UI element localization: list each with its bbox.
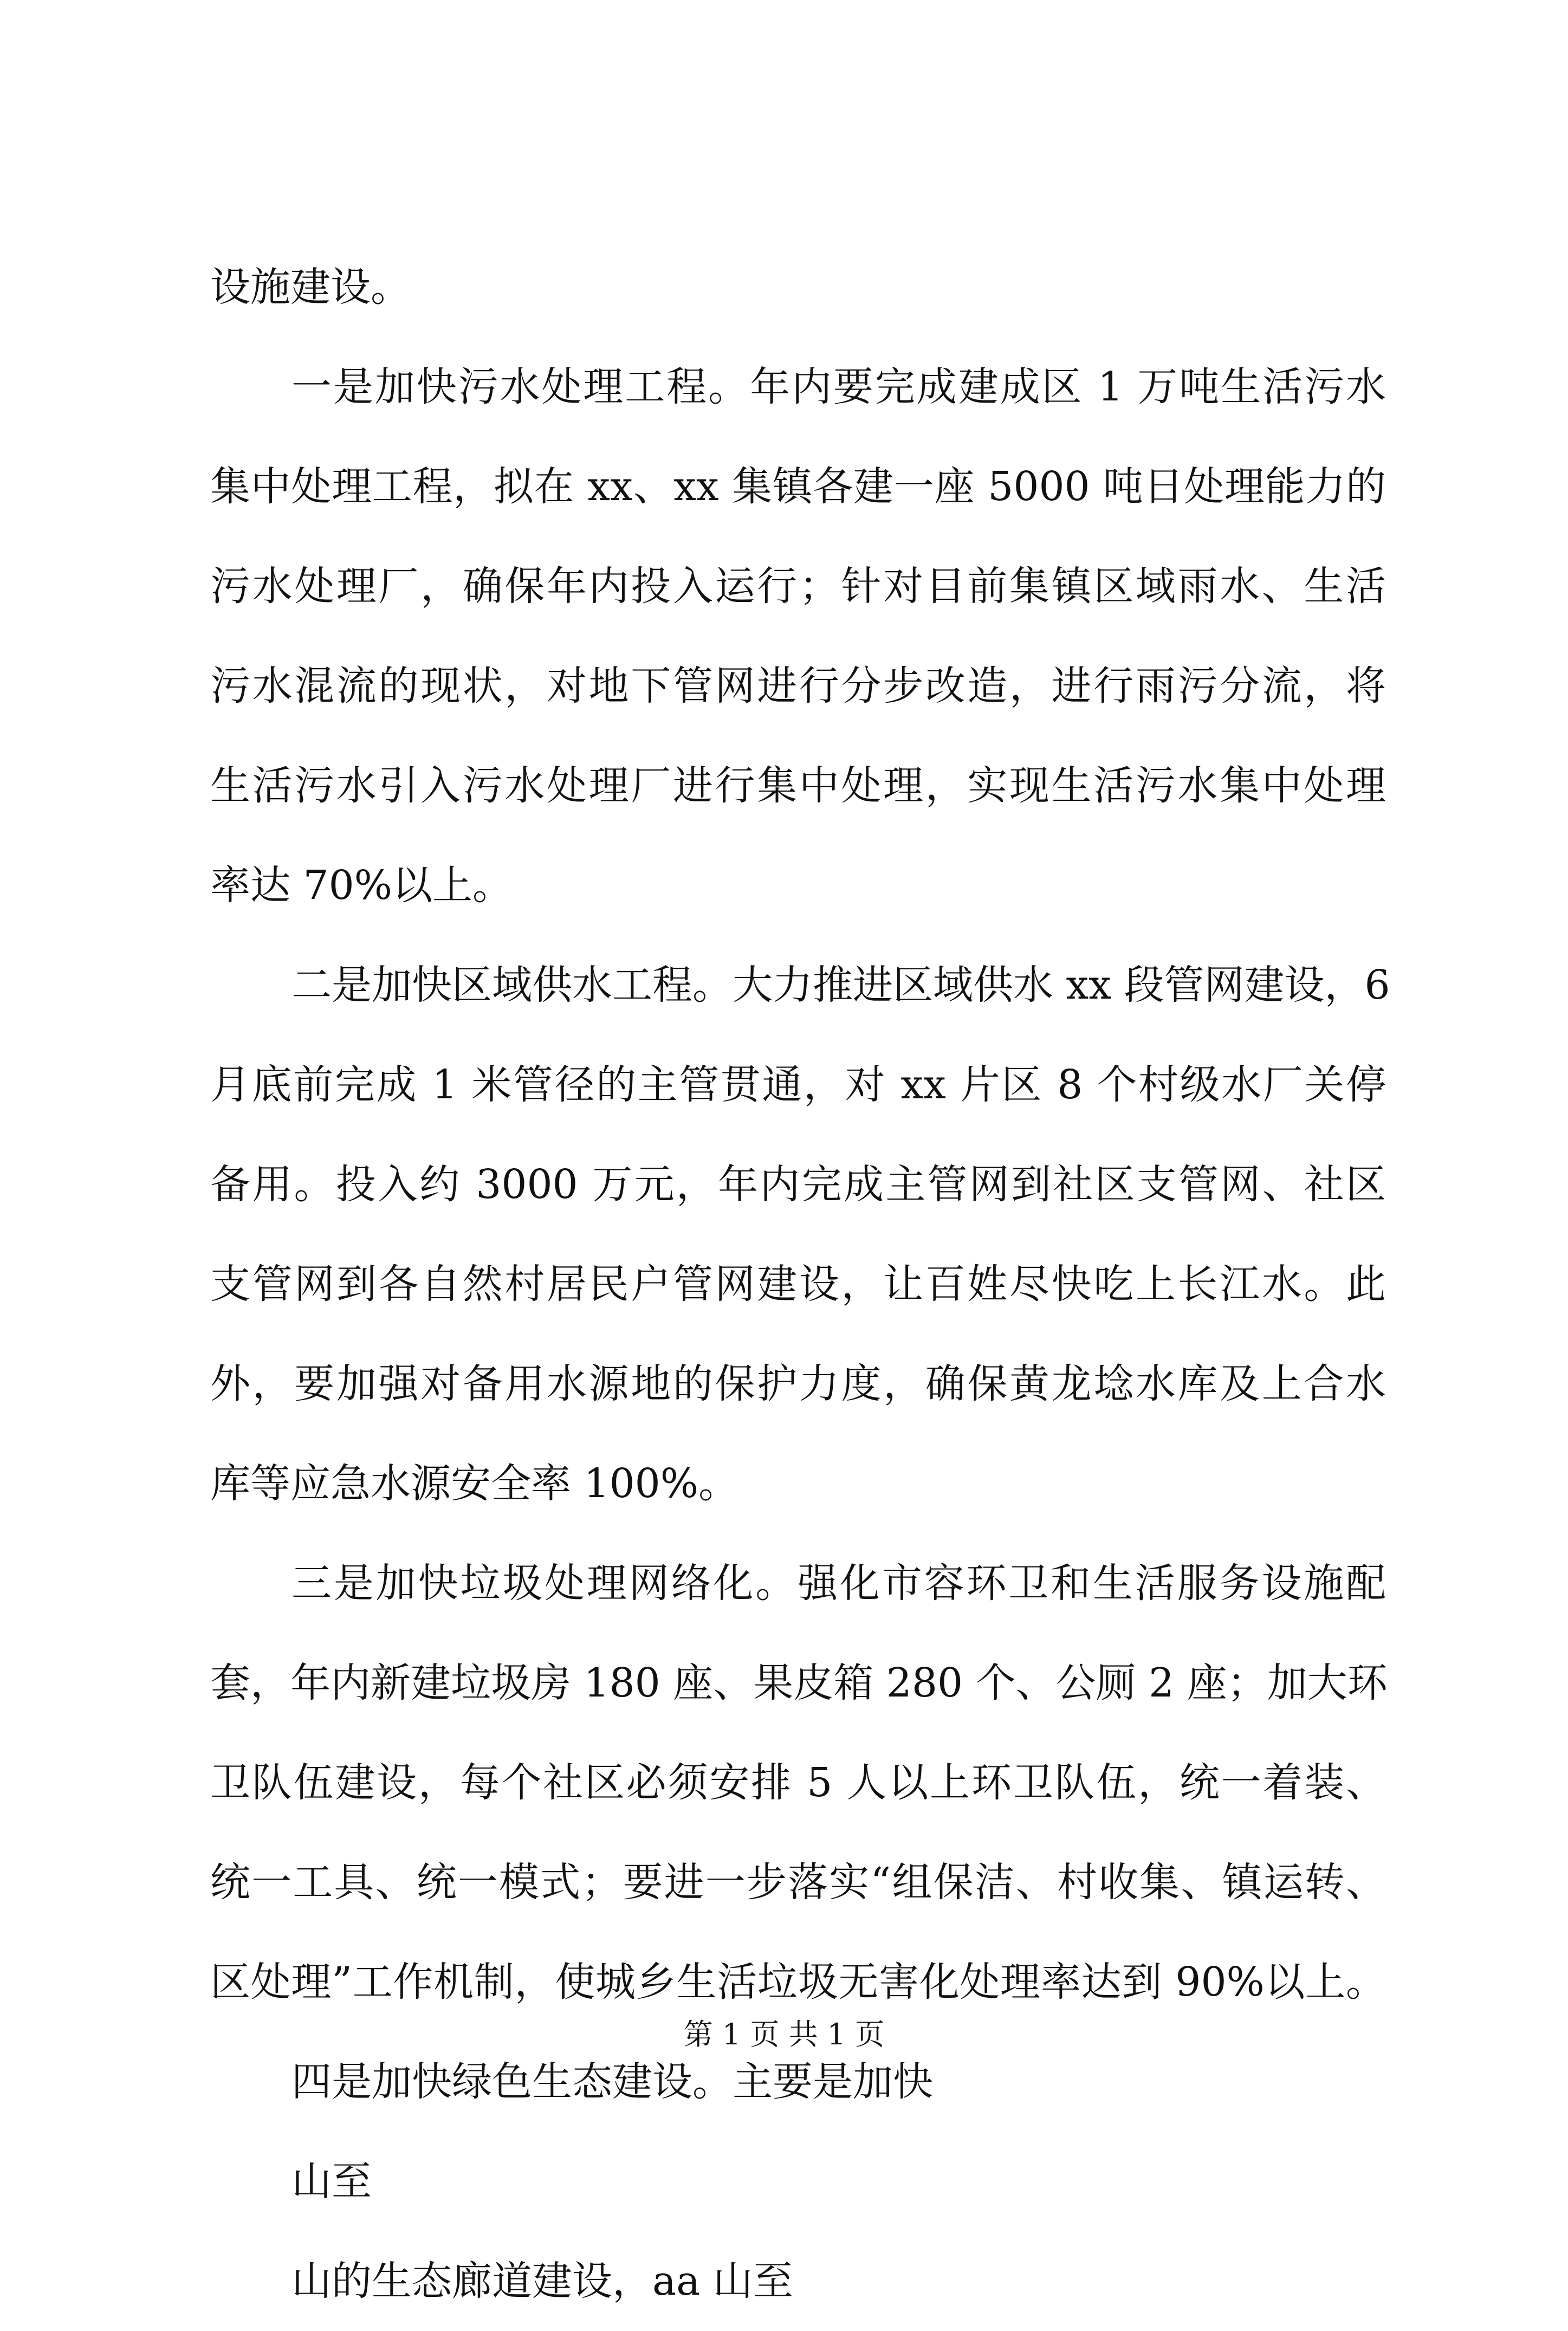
text-line-11: 支管网到各自然村居民户管网建设，让百姓尽快吃上长江水。此 xyxy=(210,1261,1386,1307)
text-line-20: 山至 xyxy=(291,2158,372,2205)
text-line-9: 月底前完成 1 米管径的主管贯通，对 xx 片区 8 个村级水厂关停 xyxy=(210,1061,1386,1108)
page-number-label: 第 1 页 共 1 页 xyxy=(683,2017,885,2051)
text-line-14: 三是加快垃圾处理网络化。强化市容环卫和生活服务设施配 xyxy=(291,1560,1386,1607)
text-line-19: 四是加快绿色生态建设。主要是加快 xyxy=(291,2058,933,2105)
page-footer xyxy=(0,2013,1568,2056)
text-line-12: 外，要加强对备用水源地的保护力度，确保黄龙埝水库及上合水 xyxy=(210,1361,1386,1407)
text-line-17: 统一工具、统一模式；要进一步落实“组保洁、村收集、镇运转、 xyxy=(210,1859,1386,1906)
text-line-16: 卫队伍建设，每个社区必须安排 5 人以上环卫队伍，统一着装、 xyxy=(210,1759,1386,1806)
text-line-4: 污水处理厂，确保年内投入运行；针对目前集镇区域雨水、生活 xyxy=(210,563,1386,610)
text-line-18: 区处理”工作机制，使城乡生活垃圾无害化处理率达到 90%以上。 xyxy=(210,1959,1386,2005)
text-line-1: 设施建设。 xyxy=(210,264,411,310)
text-line-7: 率达 70%以上。 xyxy=(210,862,513,909)
text-line-13: 库等应急水源安全率 100%。 xyxy=(210,1460,739,1507)
text-line-5: 污水混流的现状，对地下管网进行分步改造，进行雨污分流，将 xyxy=(210,663,1386,709)
text-line-2: 一是加快污水处理工程。年内要完成建成区 1 万吨生活污水 xyxy=(291,364,1386,410)
text-line-6: 生活污水引入污水处理厂进行集中处理，实现生活污水集中处理 xyxy=(210,762,1386,809)
text-line-15: 套，年内新建垃圾房 180 座、果皮箱 280 个、公厕 2 座；加大环 xyxy=(210,1660,1388,1706)
text-line-10: 备用。投入约 3000 万元，年内完成主管网到社区支管网、社区 xyxy=(210,1161,1386,1208)
text-line-21: 山的生态廊道建设，aa 山至 xyxy=(291,2258,793,2304)
text-line-3: 集中处理工程，拟在 xx、xx 集镇各建一座 5000 吨日处理能力的 xyxy=(210,463,1386,510)
text-line-8: 二是加快区域供水工程。大力推进区域供水 xx 段管网建设，6 xyxy=(291,962,1390,1008)
